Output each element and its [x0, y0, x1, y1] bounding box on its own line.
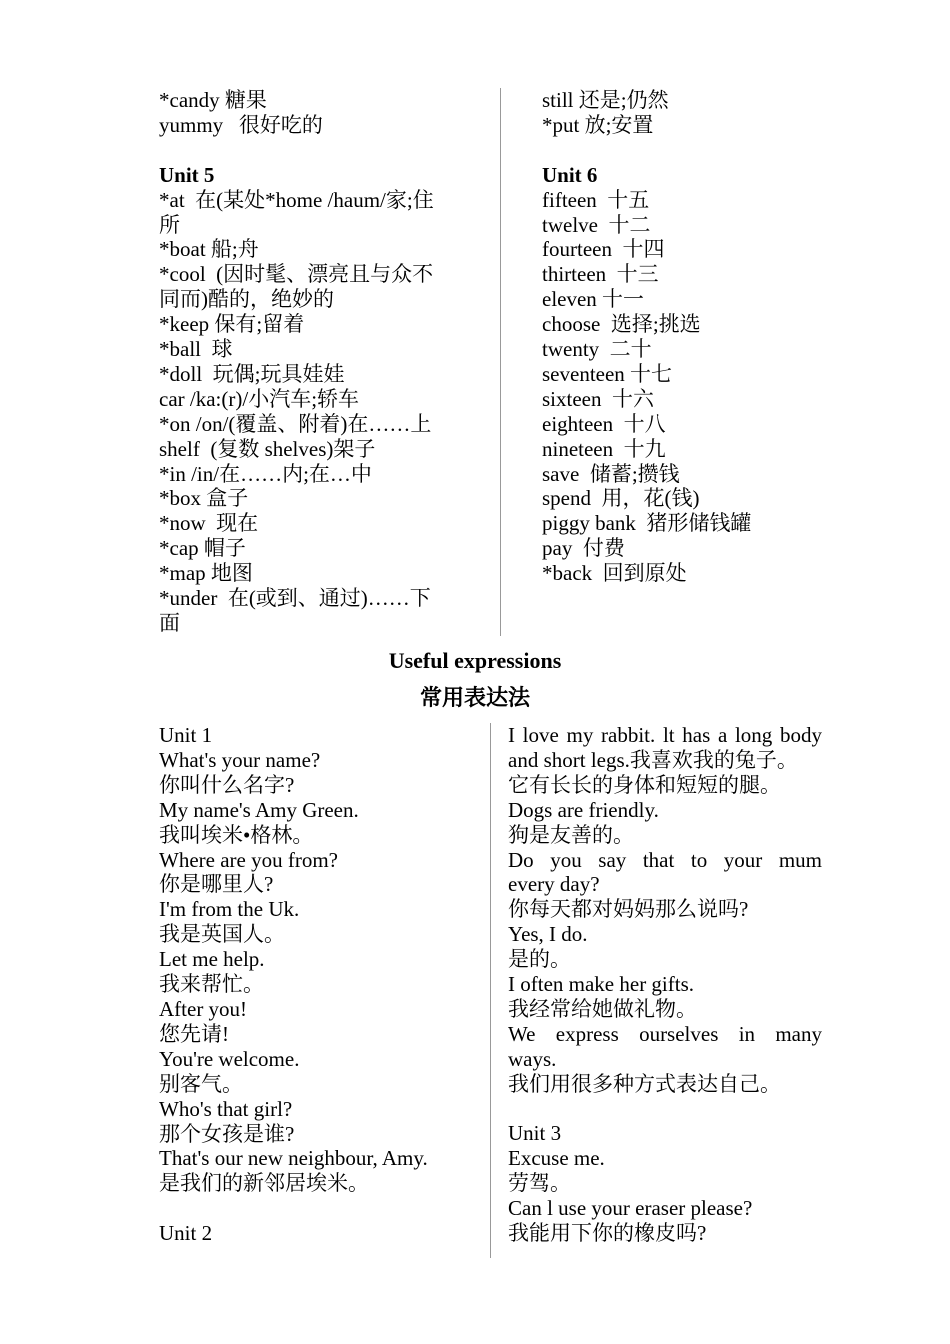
text-line: After you!: [159, 996, 248, 1021]
text-line: *under 在(或到、通过)……下: [159, 586, 431, 611]
text-line: 你每天都对妈妈那么说吗?: [508, 897, 749, 922]
text-line: I love my rabbit. lt has a long body: [508, 723, 822, 747]
text-line: eleven 十一: [542, 287, 645, 312]
text-line: shelf (复数 shelves)架子: [159, 436, 376, 461]
text-line: 您先请!: [159, 1021, 229, 1046]
text-line: Who's that girl?: [159, 1096, 293, 1121]
expressions-column-divider: [490, 723, 491, 1258]
text-line: 所: [159, 212, 180, 237]
text-line: 劳驾。: [508, 1171, 571, 1196]
text-line: 那个女孩是谁?: [159, 1121, 295, 1146]
text-line: 狗是友善的。: [508, 822, 634, 847]
text-line: My name's Amy Green.: [159, 797, 359, 822]
text-line: *ball 球: [159, 337, 233, 362]
text-line: 我叫埃米•格林。: [159, 822, 314, 847]
text-line: Let me help.: [159, 947, 265, 972]
text-line: save 储蓄;攒钱: [542, 461, 680, 486]
text-line: spend 用，花(钱): [542, 486, 700, 511]
text-line: Yes, I do.: [508, 922, 588, 947]
expressions-left-column: [159, 723, 469, 1246]
text-line: *cool (因时髦、漂亮且与众不: [159, 262, 434, 287]
text-line: *box 盒子: [159, 486, 249, 511]
vocab-left-column: [159, 88, 459, 636]
text-line: eighteen 十八: [542, 411, 666, 436]
text-line: piggy bank 猪形储钱罐: [542, 511, 752, 536]
text-line: Dogs are friendly.: [508, 797, 659, 822]
text-line: That's our new neighbour, Amy.: [159, 1146, 428, 1171]
text-line: car /ka:(r)/小汽车;轿车: [159, 386, 360, 411]
text-line: every day?: [508, 872, 600, 897]
text-line: *put 放;安置: [542, 112, 654, 137]
text-line: twelve 十二: [542, 212, 651, 237]
section-heading-chinese: 常用表达法: [419, 685, 530, 710]
blank-line: [159, 138, 459, 163]
text-line: 你是哪里人?: [159, 872, 274, 897]
text-line: 我们用很多种方式表达自己。: [508, 1071, 781, 1096]
unit-heading: Unit 6: [542, 162, 598, 187]
text-line: 我是英国人。: [159, 922, 285, 947]
text-line: 面: [159, 611, 180, 636]
text-line: 它有长长的身体和短短的腿。: [508, 772, 781, 797]
text-line: *cap 帽子: [159, 536, 246, 561]
text-line: *at 在(某处*home /haum/家;住: [159, 187, 434, 212]
text-line: 我能用下你的橡皮吗?: [508, 1221, 707, 1246]
expressions-right-column: [508, 723, 822, 1246]
text-line: yummy 很好吃的: [159, 112, 323, 137]
unit-heading: Unit 5: [159, 162, 215, 187]
text-line: 你叫什么名字?: [159, 772, 295, 797]
text-line: 是我们的新邻居埃米。: [159, 1171, 369, 1196]
text-line: Unit 3: [508, 1121, 562, 1146]
blank-line: [508, 1097, 822, 1122]
text-line: seventeen 十七: [542, 361, 673, 386]
text-line: *doll 玩偶;玩具娃娃: [159, 361, 345, 386]
text-line: choose 选择;挑选: [542, 312, 701, 337]
text-line: *now 现在: [159, 511, 259, 536]
text-line: 别客气。: [159, 1071, 243, 1096]
text-line: *keep 保有;留着: [159, 312, 305, 337]
text-line: We express ourselves in many: [508, 1021, 822, 1046]
text-line: 是的。: [508, 947, 571, 972]
text-line: Unit 1: [159, 723, 213, 747]
text-line: *map 地图: [159, 561, 253, 586]
text-line: 我来帮忙。: [159, 972, 264, 997]
text-line: You're welcome.: [159, 1046, 300, 1071]
text-line: *on /on/(覆盖、附着)在……上: [159, 411, 432, 436]
text-line: nineteen 十九: [542, 436, 666, 461]
blank-line: [159, 1196, 469, 1221]
text-line: Excuse me.: [508, 1146, 605, 1171]
text-line: fourteen 十四: [542, 237, 665, 262]
text-line: ways.: [508, 1046, 557, 1071]
section-heading-english: Useful expressions: [388, 648, 562, 673]
text-line: Can l use your eraser please?: [508, 1196, 753, 1221]
text-line: 同而)酷的，绝妙的: [159, 287, 334, 312]
vocab-column-divider: [500, 88, 501, 636]
text-line: *in /in/在……内;在…中: [159, 461, 372, 486]
text-line: *candy 糖果: [159, 88, 267, 112]
text-line: *back 回到原处: [542, 561, 687, 586]
text-line: I'm from the Uk.: [159, 897, 300, 922]
text-line: 我经常给她做礼物。: [508, 996, 697, 1021]
text-line: What's your name?: [159, 747, 321, 772]
text-line: *boat 船;舟: [159, 237, 259, 262]
text-line: thirteen 十三: [542, 262, 659, 287]
text-line: fifteen 十五: [542, 187, 650, 212]
text-line: and short legs.我喜欢我的兔子。: [508, 747, 798, 772]
text-line: pay 付费: [542, 536, 625, 561]
vocab-right-column: [542, 88, 842, 586]
text-line: sixteen 十六: [542, 386, 654, 411]
text-line: still 还是;仍然: [542, 88, 669, 112]
text-line: Where are you from?: [159, 847, 338, 872]
text-line: I often make her gifts.: [508, 972, 695, 997]
text-line: twenty 二十: [542, 337, 652, 362]
blank-line: [542, 138, 842, 163]
text-line: Unit 2: [159, 1221, 213, 1246]
text-line: Do you say that to your mum: [508, 847, 822, 872]
